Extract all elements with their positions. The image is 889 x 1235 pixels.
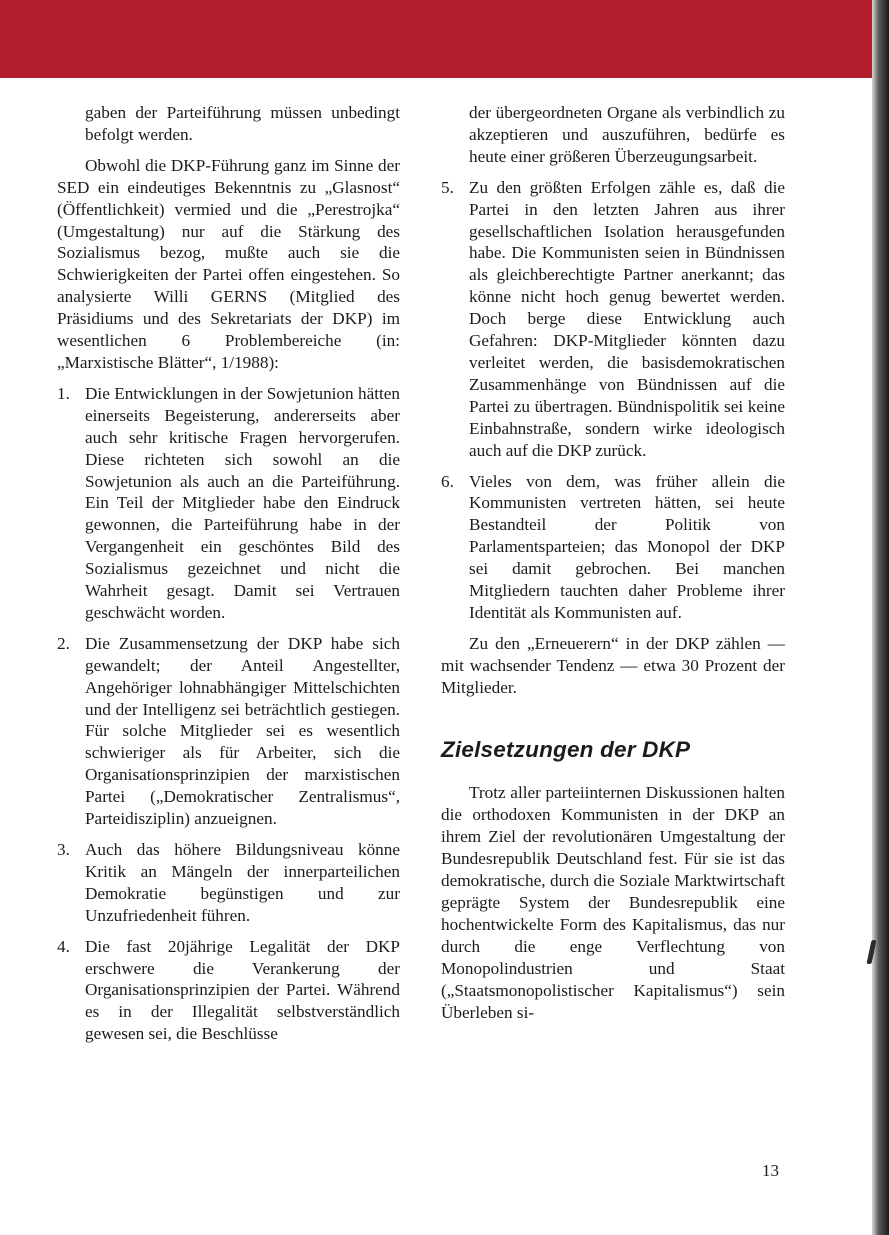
problem-list-left: [57, 383, 400, 1045]
list-item-number: 5.: [441, 177, 454, 197]
item4-continuation: der übergeordneten Organe als verbindlich zu akzeptieren und auszuführen, bedürfe es heute einer größeren Überzeugungsarbeit.: [469, 103, 785, 166]
list-item-number: 4.: [57, 936, 70, 956]
list-item-text: Die Zusammensetzung der DKP habe sich gewandelt; der Anteil Angestellter, Angehöriger lohnabhängiger Mittelschichten und der Intelligenz sei beträchtlich gestiegen. Für solche Mitglieder sei es wesentlich schwieriger als für Arbeiter, sich die Organisationsprinzipien der marxistischen Partei („Demokratischer Zentralismus“, Parteidisziplin) anzueignen.: [85, 633, 400, 829]
erneuerer-paragraph: Zu den „Erneuerern“ in der DKP zählen — mit wachsender Tendenz — etwa 30 Prozent der Mitglieder.: [441, 633, 785, 697]
problem-list-right: [441, 177, 785, 624]
right-column: [441, 102, 785, 1023]
list-item-text: Die Entwicklungen in der Sowjetunion hätten einerseits Begeisterung, andererseits aber auch sehr kritische Fragen hervorgerufen. Diese richteten sich sowohl an die Sowjetunion als auch an die Parteiführung. Ein Teil der Mitglieder habe den Eindruck gewonnen, die Parteiführung habe in der Vergangenheit ein geschöntes Bild des Sozialismus gezeichnet und nicht die Wahrheit gesagt. Damit sei Vertrauen geschwächt worden.: [85, 383, 400, 622]
list-item: [57, 839, 400, 927]
left-column: [57, 102, 400, 1045]
list-item-text: Vieles von dem, was früher allein die Kommunisten vertreten hätten, sei heute Bestandteil der Politik von Parlamentsparteien; das Monopol der DKP sei damit gebrochen. Bei manchen Mitgliedern tauchten daher Probleme ihrer Identität als Kommunisten auf.: [469, 471, 785, 622]
list-item: [57, 633, 400, 830]
list-item-text: Die fast 20jährige Legalität der DKP erschwere die Verankerung der Organisationsprinzipien der Partei. Während es in der Illegalität selbstverständlich gewesen sei, die Beschlüsse: [85, 936, 400, 1044]
list-item-number: 2.: [57, 633, 70, 653]
list-item-number: 6.: [441, 471, 454, 491]
header-color-band: [0, 0, 872, 78]
intro-continuation: gaben der Parteiführung müssen unbedingt befolgt werden.: [85, 103, 400, 144]
list-item: [57, 383, 400, 624]
list-item: [57, 936, 400, 1046]
body-paragraph: Obwohl die DKP-Führung ganz im Sinne der SED ein eindeutiges Bekenntnis zu „Glasnost“ (Öffentlichkeit) vermied und die „Perestrojka“ (Umgestaltung) nur auf die Stärkung des Sozialismus bezog, mußte auch sie die Schwierigkeiten der Partei offen eingestehen. So analysierte Willi GERNS (Mitglied des Präsidiums und des Sekretariats der DKP) im wesentlichen 6 Problembereiche (in: „Marxistische Blätter“, 1/1988):: [57, 155, 400, 372]
page-edge-shadow: [872, 0, 889, 1235]
list-item: [441, 471, 785, 624]
section-heading: Zielsetzungen der DKP: [441, 736, 691, 762]
list-item-number: 3.: [57, 840, 70, 859]
list-item-text: Auch das höhere Bildungsniveau könne Kritik an Mängeln der innerparteilichen Demokratie begünstigen und zur Unzufriedenheit führen.: [85, 840, 400, 925]
section-paragraph: Trotz aller parteiinternen Diskussionen halten die orthodoxen Kommunisten in der DKP an ihrem Ziel der revolutionären Umgestaltung der Bundesrepublik Deutschland fest. Für sie ist das demokratische, durch die Soziale Marktwirtschaft geprägte System der Bundesrepublik eine hochentwickelte Form des Kapitalismus, das nur durch die enge Verflechtung von Monopolindustrien und Staat („Staatsmonopolistischer Kapitalismus“) sein Überleben si-: [441, 783, 785, 1022]
list-item-number: 1.: [57, 383, 70, 403]
list-item-text: Zu den größten Erfolgen zähle es, daß die Partei in den letzten Jahren aus ihrer gesellschaftlichen Isolation herausgefunden habe. Die Kommunisten seien in Bündnissen als gleichberechtigte Partner anerkannt; das könne nicht hoch genug bewertet werden. Doch berge diese Entwicklung auch Gefahren: DKP-Mitglieder könnten dazu verleitet werden, die basisdemokratischen Zusammenhänge von Bündnissen auf die Partei zu übertragen. Bündnispolitik sei keine Einbahnstraße, sondern wirke ideologisch auch auf die DKP zurück.: [469, 177, 785, 460]
page-number: 13: [762, 1161, 779, 1180]
list-item: [441, 177, 785, 462]
